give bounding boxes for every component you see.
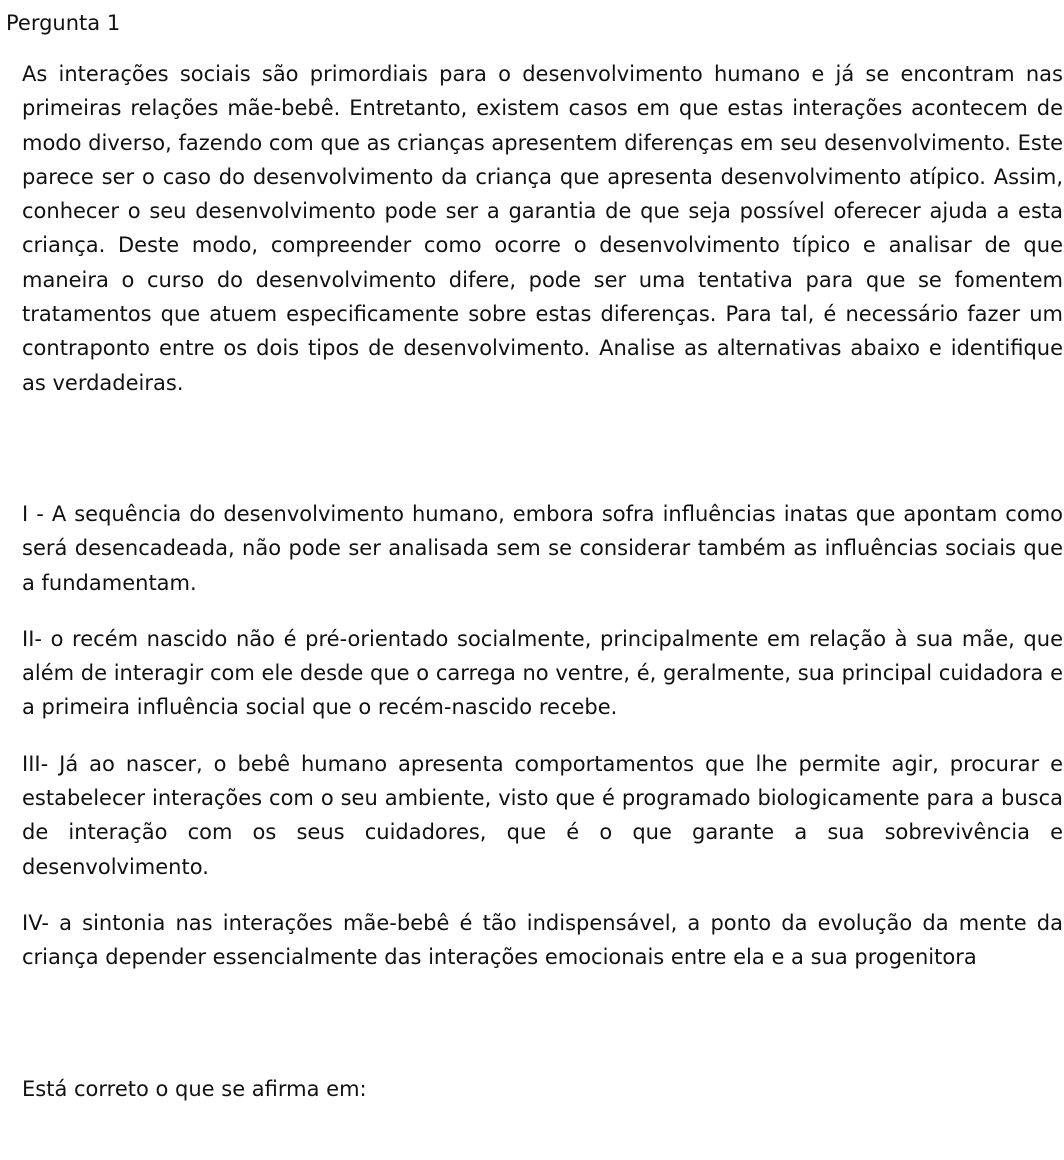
statement-4: IV- a sintonia nas interações mãe-bebê é tão indispensável, a ponto da evolução da mente da criança depender essencialmente das interações emocionais entre ela e a sua progenitora	[22, 910, 1063, 970]
question-body	[22, 57, 1063, 1106]
question-prompt: Está correto o que se afirma em:	[22, 1076, 367, 1101]
question-title: Pergunta 1	[6, 11, 121, 35]
question-intro: As interações sociais são primordiais para o desenvolvimento humano e já se encontram nas primeiras relações mãe-bebê. Entretanto, existem casos em que estas interações acontecem de modo diverso, fazendo com que as crianças apresentem diferenças em seu desenvolvimento. Este parece ser o caso do desenvolvimento da criança que apresenta desenvolvimento atípico. Assim, conhecer o seu desenvolvimento pode ser a garantia de que seja possível oferecer ajuda a esta criança. Deste modo, compreender como ocorre o desenvolvimento típico e analisar de que maneira o curso do desenvolvimento difere, pode ser uma tentativa para que se fomentem tratamentos que atuem especificamente sobre estas diferenças. Para tal, é necessário fazer um contraponto entre os dois tipos de desenvolvimento. Analise as alternativas abaixo e identifique as verdadeiras.	[22, 62, 1063, 395]
statement-3: III- Já ao nascer, o bebê humano apresenta comportamentos que lhe permite agir, procurar e estabelecer interações com o seu ambiente, visto que é programado biologicamente para a busca de interação com os seus cuidadores, que é o que garante a sua sobrevivência e desenvolvimento.	[22, 751, 1063, 879]
statement-2: II- o recém nascido não é pré-orientado socialmente, principalmente em relação à sua mãe, que além de interagir com ele desde que o carrega no ventre, é, geralmente, sua principal cuidadora e a primeira influência social que o recém-nascido recebe.	[22, 626, 1063, 720]
statement-1: I - A sequência do desenvolvimento humano, embora sofra influências inatas que apontam como será desencadeada, não pode ser analisada sem se considerar também as influências sociais que a fundamentam.	[22, 501, 1063, 595]
